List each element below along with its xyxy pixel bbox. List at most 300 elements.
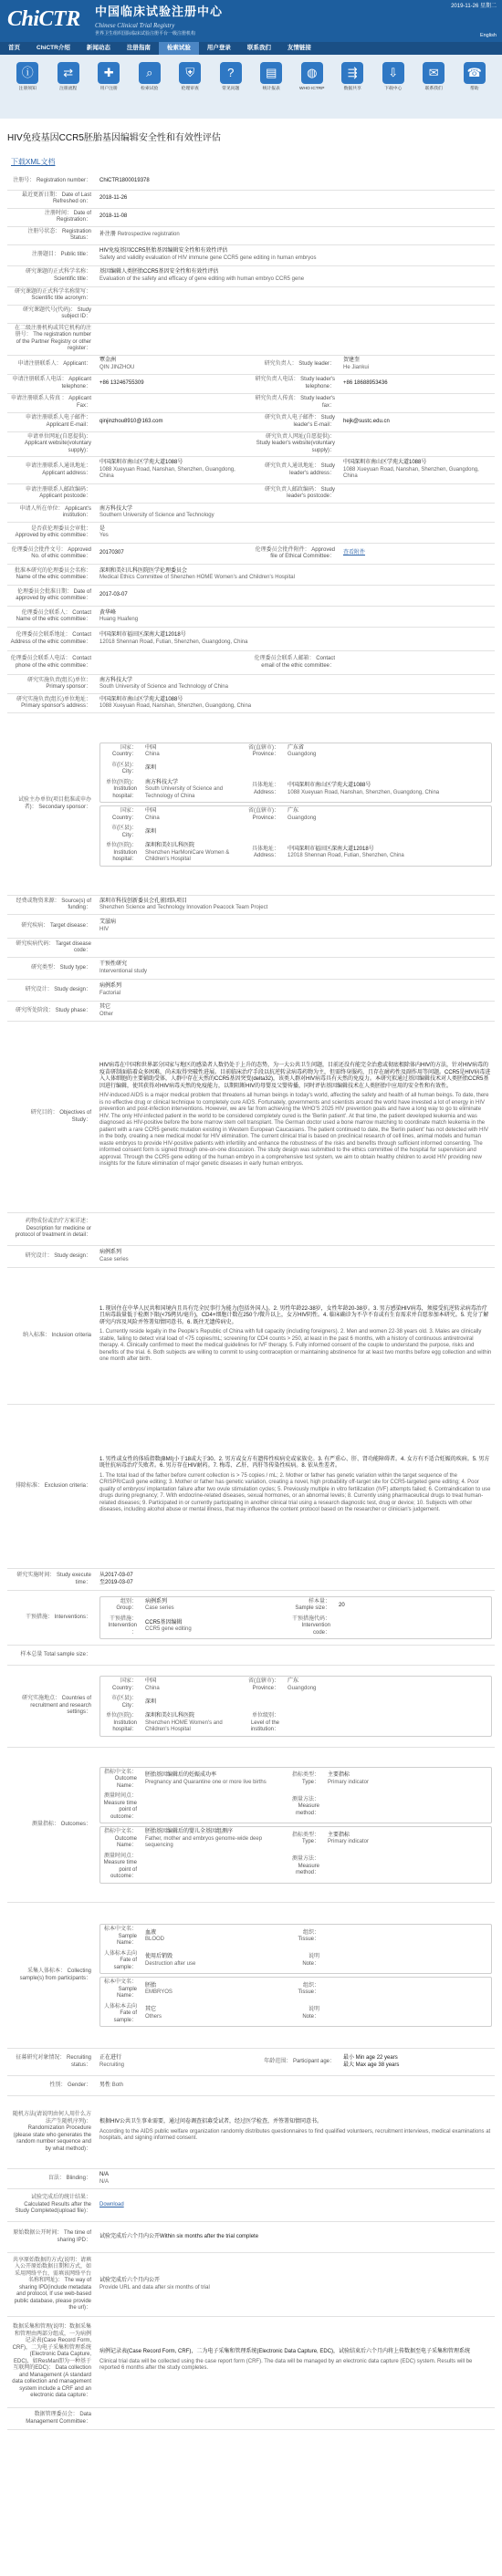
randomization-procedure <box>97 2096 495 2169</box>
outcome-time <box>142 1852 288 1883</box>
type-cn: 主要指标 <box>328 1772 350 1779</box>
sub-label: 人体标本去向 Fate of sample： <box>103 2003 137 2023</box>
quick-tool-label: 帮助 <box>469 87 479 91</box>
disease-cn: 艾滋病 <box>99 919 117 925</box>
quick-tool[interactable] <box>214 62 247 119</box>
page-title: HIV免疫基因CCR5胚胎基因编辑安全性和有效性评估 <box>7 133 221 143</box>
quick-tool[interactable] <box>458 62 491 119</box>
field-label: 在二级注册机构或其它机构的注册号： The registration number of the Partner Registry or other register： <box>7 323 97 355</box>
interventions <box>97 1591 495 1646</box>
field-label: 试验完成后的统计结果： Calculated Results after the Study Completed(upload file)： <box>7 2189 97 2222</box>
field-label: 批准本研究的伦理委员会名称： Name of the ethic committee： <box>7 565 97 586</box>
outcome-type <box>325 1827 491 1852</box>
download-xml-link[interactable]: 下载XML文档 <box>11 158 56 166</box>
chart-icon: ▤ <box>260 62 282 84</box>
sample-tissue <box>325 1925 491 1949</box>
sponsor-country <box>142 806 243 824</box>
sub-label: 指标中文名： Outcome Name： <box>103 1829 137 1848</box>
quick-tool[interactable] <box>255 62 288 119</box>
quick-tool-label: 伦理审查 <box>181 87 199 91</box>
field-label: 采集人体标本： Collecting sample(s) from participants： <box>7 1903 97 2049</box>
objectives-cn: HIV病毒在中国和世界部分国家与地区的感染者人数仍处于上升的态势，为一大公共卫生问题，目前还没有能完全治愈或彻底根除体内HIV的方法，针对HIV病毒的疫苗研制面临着众多困难，尚未取得突破性进展。目前临床治疗手段以抗逆转录病毒药物为主，但需终身服药，且存在耐药性及副作用等问题。CCR5是HIV病毒进入人体细胞的主要辅助受体，人群中存在天然的CCR5基因突变(delta32)，该类人群对HIV病毒具有天然的免疫力。本研究拟通过基因编辑技术对人类胚胎CCR5基因进行编辑，使其获得对HIV病毒天然的免疫能力，以期阻断HIV的母婴及父婴传播，同时评估基因编辑技术在人类胚胎中应用的安全性和有效性。 <box>99 1063 491 1089</box>
secondary-sponsor-block <box>99 805 492 867</box>
last-refreshed-date: 2018-11-26 <box>97 190 495 208</box>
nav-item[interactable]: 首页 <box>8 45 20 51</box>
nav-item[interactable]: 联系我们 <box>246 45 271 51</box>
specimen-subtable <box>100 1978 491 2026</box>
registration-table <box>7 172 495 2430</box>
blinding <box>97 2169 495 2189</box>
leader-address <box>340 457 495 484</box>
institution-en: Shenzhen HOME Women's and Children's Hospital <box>145 1719 223 1733</box>
sample-fate <box>142 2002 288 2027</box>
site-country <box>142 1677 243 1694</box>
field-label: 伦理委员会批件文号： Approved No. of ethic committee： <box>7 544 97 565</box>
download-results-link[interactable]: Download <box>99 2201 124 2207</box>
disease-en: HIV <box>99 926 110 932</box>
applicant-address <box>97 457 251 484</box>
field-label: 干预措施： Interventions： <box>7 1591 97 1646</box>
inclusion-en: 1. Currently reside legally in the People's Republic of China with full capacity (including foreigners). 2. Men and women 22-38 years old. 3. Males are clinically stable, failing to detect viral load of <75 copies/mL; screening for CD4 counts > 250, at least in the past 6 months, with a history of continuous antiretroviral therapy. 4. Clinically confirmed to meet the medical guidelines for IVF therapy. 5. Fully informed consent of the couple to understand the purpose, risks and benefits of the trial. 6. Both subjects are willing to commit to using contraception or maintaining abstinence for at least two months before egg collection and within one month after birth. <box>99 1329 492 1362</box>
measure-en: CCR5 gene editing <box>145 1626 192 1632</box>
field-label: 申请注册联系人邮政编码： Applicant postcode： <box>7 484 97 504</box>
applicant-address-en: 1088 Xueyuan Road, Nanshan, Shenzhen, Guangdong, China <box>99 466 235 480</box>
execute-from: 从2017-03-07 <box>99 1573 133 1578</box>
ethics-contact-phone <box>97 651 251 675</box>
sponsor-city <box>142 761 243 778</box>
field-label: 研究负责人电子邮件： Study leader's E-mail： <box>251 412 340 431</box>
leader-cn: 贺建奎 <box>343 358 361 363</box>
field-label: 申请注册联系人电话： Applicant telephone： <box>7 374 97 393</box>
quick-tool[interactable] <box>336 62 369 119</box>
field-label: 注册时间： Date of Registration： <box>7 208 97 226</box>
field-label: 样本总量 Total sample size： <box>7 1646 97 1666</box>
field-label: 研究实施地点： Countries of recruitment and research settings： <box>7 1666 97 1748</box>
sub-label: 人体标本去向 Fate of sample： <box>103 1950 137 1970</box>
sponsor-country <box>142 743 243 761</box>
committee-name-cn: 深圳和美妇儿科医院医学伦理委员会 <box>99 567 188 574</box>
quick-tool-label: 注册流程 <box>59 87 78 91</box>
specimens <box>97 1903 495 2049</box>
field-label: 研究实施负责(组长)单位地址： Primary sponsor's address： <box>7 694 97 713</box>
intervention-measure <box>142 1615 288 1639</box>
outcome-name-cn: 胚胎基因编辑后的婴儿全基因组测序 <box>145 1829 234 1834</box>
nav-item[interactable]: 检索试验 <box>159 42 199 55</box>
study-leader <box>340 355 495 374</box>
country-en: China <box>145 752 160 757</box>
sample-name-cn: 胚胎 <box>145 1982 157 1989</box>
outcome-name-en: Father, mother and embryos genome-wide deep sequencing <box>145 1835 263 1848</box>
field-label: 研究负责人： Study leader： <box>251 355 340 374</box>
field-label: 申请注册联系人： Applicant： <box>7 355 97 374</box>
sample-name <box>142 1978 288 2002</box>
field-label: 申请单位网址(自愿提供)： Applicant website(voluntary supply)： <box>7 431 97 457</box>
sponsor-address <box>285 841 491 866</box>
study-subject-id <box>97 305 495 323</box>
field-label: 申请注册联系人电子邮件： Applicant E-mail： <box>7 412 97 431</box>
language-switch[interactable]: English <box>479 33 497 38</box>
country-cn: 中国 <box>145 808 157 814</box>
primary-sponsor-address-cn: 中国深圳市南山区学苑大道1088号 <box>99 696 183 702</box>
group-en: Case series <box>145 1605 174 1612</box>
quick-tool[interactable] <box>417 62 450 119</box>
field-label: 研究负责人网址(自愿提供)： Study leader's website(voluntary supply)： <box>251 431 340 457</box>
field-label: 研究课题的正式科学名称： Scientific title： <box>7 265 97 286</box>
field-label: 研究负责人传真： Study leader's fax： <box>251 393 340 412</box>
sample-note <box>325 1949 491 1974</box>
recruiting-status <box>97 2049 251 2076</box>
calculated-results <box>97 2189 495 2222</box>
applicant-address-cn: 中国深圳市南山区学苑大道1088号 <box>99 460 183 466</box>
nav-item[interactable]: 新闻动态 <box>86 45 110 51</box>
public-title-cn: HIV免疫基因CCR5胚胎基因编辑安全性和有效性评估 <box>99 248 228 254</box>
outcome-method <box>325 1852 491 1883</box>
country-cn: 中国 <box>145 1678 157 1685</box>
quick-tool[interactable] <box>133 62 166 119</box>
inclusion-criteria <box>97 1268 495 1405</box>
quick-tool[interactable] <box>377 62 410 119</box>
applicant-name <box>97 355 251 374</box>
blinding-en: N/A <box>99 2178 110 2185</box>
recruitment-countries <box>97 1666 495 1748</box>
address-en: 12018 Shennan Road, Futian, Shenzhen, China <box>288 853 404 859</box>
approved-cn: 是 <box>99 525 106 532</box>
phase-en: Other <box>99 1011 114 1017</box>
info-icon: ⓘ <box>16 62 38 84</box>
sub-label: 国家： Country： <box>111 808 137 821</box>
main-nav <box>0 42 502 55</box>
design-en: Factorial <box>99 990 121 996</box>
question-icon: ? <box>220 62 242 84</box>
field-label: 数据管理委员会： Data Management Committee： <box>7 2408 97 2430</box>
sample-fate <box>142 1949 288 1974</box>
measure-cn: CCR5基因编辑 <box>145 1619 183 1626</box>
field-label: 盲法： Blinding： <box>7 2169 97 2189</box>
sub-label: 说明 Note： <box>302 2007 319 2020</box>
participant-age <box>340 2049 495 2076</box>
help-icon: ☎ <box>464 62 486 84</box>
sub-label: 国家： Country： <box>111 744 137 757</box>
field-label: 纳入标准： Inclusion criteria <box>7 1268 97 1405</box>
nav-item[interactable]: ChiCTR介绍 <box>37 45 70 51</box>
primary-sponsor <box>97 675 495 694</box>
sponsor-address <box>285 778 491 803</box>
field-label: 研究疾病： Target disease： <box>7 915 97 939</box>
design-en: Case series <box>99 1256 129 1262</box>
nav-item[interactable]: 注册指南 <box>126 45 151 51</box>
outcome-block <box>99 1767 492 1824</box>
sub-label: 组别： Group： <box>116 1598 137 1612</box>
funding-en: Shenzhen Science and Technology Innovation Peacock Team Project <box>99 905 268 910</box>
field-label: 排除标准： Exclusion criteria： <box>7 1405 97 1569</box>
primary-sponsor-en: South University of Science and Technology of China <box>99 684 228 690</box>
sub-label: 组织： Tissue： <box>298 1929 319 1943</box>
applicant-telephone: +86 13246755309 <box>97 374 251 393</box>
study-type-cn: 干预性研究 <box>99 961 128 967</box>
field-label: 伦理委员会批件附件： Approved file of Ethical Committee： <box>251 544 340 565</box>
sponsor-institution <box>142 778 243 803</box>
sponsor-subtable <box>100 806 491 866</box>
primary-sponsor-cn: 南方科技大学 <box>99 677 133 683</box>
sub-label: 市(区县)： City： <box>111 762 137 774</box>
field-label: 研究疾病代码： Target disease code： <box>7 939 97 958</box>
chictr-logo[interactable]: ChiCTR <box>7 7 80 31</box>
field-label: 研究设计： Study design： <box>7 980 97 1002</box>
specimen-block <box>99 1977 492 2027</box>
study-design-detail <box>97 1246 495 1268</box>
outcomes <box>97 1748 495 1903</box>
province-cn: 广东省 <box>288 744 305 751</box>
status-cn: 正在进行 <box>99 2055 122 2061</box>
globe-icon: ◍ <box>301 62 323 84</box>
age-max-label: 最大 Max age <box>343 2062 377 2068</box>
province-cn: 广东 <box>288 1678 299 1685</box>
field-label: 研究实施负责(组长)单位： Primary sponsor： <box>7 675 97 694</box>
sub-label: 样本量： Sample size： <box>295 1598 330 1612</box>
ethics-contact-email <box>340 651 495 675</box>
leader-email: hejk@sustc.edu.cn <box>340 412 495 431</box>
quick-tool-label: 数据共享 <box>343 87 361 91</box>
committee-name-en: Medical Ethics Committee of Shenzhen HOME Women's and Children's Hospital <box>99 575 295 580</box>
outcome-subtable <box>100 1768 491 1823</box>
shield-icon: ⛨ <box>179 62 201 84</box>
sub-label: 市(区县)： City： <box>111 826 137 838</box>
execute-to: 至2019-03-07 <box>99 1579 133 1585</box>
field-label: 数据采集和管理(说明：数据采集和管理由两部分组成，一为病例记录表(Case Record Form, CRF)，二为电子采集和管理系统(Electronic Data Capture, EDC)，如ResMan即为一种基于互联网的EDC)： Data collection and Management (A standard data collection and management system include a CRF and an electronic data capture： <box>7 2317 97 2408</box>
specimen-block <box>99 1924 492 1974</box>
field-label: 注册号状态： Registration Status： <box>7 226 97 244</box>
group-cn: 病例系列 <box>145 1598 168 1605</box>
age-unit: years <box>384 2055 398 2061</box>
site-institution <box>142 1711 243 1736</box>
sub-label: 测量时间点： Measure time point of outcome： <box>103 1793 137 1820</box>
institution-en: Shenzhen HarMoniCare Women & Children's Hospital <box>145 849 230 862</box>
quick-tool-label: 统计报表 <box>262 87 280 91</box>
contact-en: Huang Huafeng <box>99 617 139 622</box>
scientific-title <box>97 265 495 286</box>
sponsor-institution <box>142 841 243 866</box>
sample-name-cn: 血液 <box>145 1929 157 1936</box>
contact-cn: 黄华峰 <box>99 609 117 616</box>
quick-tool[interactable] <box>52 62 85 119</box>
leader-address-en: 1088 Xueyuan Road, Nanshan, Shenzhen, Guangdong, China <box>343 466 479 480</box>
registration-record <box>7 172 495 2430</box>
field-label: 药物成份或治疗方案详述： Description for medicine or protocol of treatment in detail： <box>7 1213 97 1246</box>
sub-label: 单位(医院)： Institution hospital： <box>106 779 137 799</box>
design-cn: 病例系列 <box>99 1250 122 1255</box>
sci-acronym <box>97 286 495 305</box>
status-en: Recruiting <box>99 2062 125 2068</box>
field-label: 研究所处阶段： Study phase： <box>7 1002 97 1022</box>
ipd-sharing-time: 试验完成后六个月内公开Within six months after the trial complete <box>97 2222 495 2253</box>
field-label: 研究课题代号(代码)： Study subject ID： <box>7 305 97 323</box>
outcome-type <box>325 1768 491 1792</box>
age-unit: years <box>385 2062 400 2068</box>
ethics-approval-date: 2017-03-07 <box>97 586 495 607</box>
sub-label: 测量时间点： Measure time point of outcome： <box>103 1853 137 1879</box>
field-label: 共享原始数据的方式(说明：请填入公开原始数据日期和方式，如采用网络平台，需填该网络平台名称和网址)： The way of sharing IPD(include metadata and protocol, If use web-based public database, please provide the url)： <box>7 2253 97 2317</box>
field-label: 年龄范围： Participant age： <box>251 2049 340 2076</box>
gender-en: Both <box>111 2082 124 2088</box>
fate-cn: 其它 <box>145 2007 157 2013</box>
flow-icon: ⇄ <box>58 62 79 84</box>
total-sample-size <box>97 1646 495 1666</box>
type-cn: 主要指标 <box>328 1832 350 1838</box>
type-en: Primary indicator <box>328 1779 370 1785</box>
sponsor-city <box>142 824 243 841</box>
sample-name-en: EMBRYOS <box>145 1989 173 1996</box>
age-min: 22 <box>376 2055 383 2061</box>
leader-fax <box>340 393 495 412</box>
sub-label: 省(直辖市)： Province： <box>248 744 279 757</box>
registration-number: ChiCTR1800019378 <box>97 172 495 190</box>
quick-tools-bar <box>0 55 502 119</box>
ethics-approved <box>97 523 495 544</box>
sub-label: 单位(医院)： Institution hospital： <box>106 843 137 862</box>
fate-cn: 使用后销毁 <box>145 1954 173 1960</box>
study-type <box>97 958 495 980</box>
type-en: Primary indicator <box>328 1839 370 1845</box>
sub-label: 标本中文名： Sample Name： <box>103 1927 137 1946</box>
phase-cn: 其它 <box>99 1004 111 1010</box>
province-en: Guangdong <box>288 815 317 821</box>
specimen-subtable <box>100 1925 491 1973</box>
design-cn: 病例系列 <box>99 983 122 989</box>
outcome-block <box>99 1826 492 1884</box>
outcome-name-cn: 胚胎基因编辑后的妊娠成功率 <box>145 1772 217 1779</box>
exclusion-en: 1. The total load of the father before current collection is > 75 copies / mL; 2. Mother or father has genetic variation within the target sequence of the CRISPR/Cas9 gene editing; 3. Mother or father has genetic variation, creating a novel, high probability off-target site for CCR5-targeted gene editing; 4. Poor quality of embryos/ implantation failure after two ovule stimulation cycles; 5. Previously multiple in vitro fertilization (IVF) attempts failed; 6. Contraindication to use drugs during pregnancy; 7. With endocrine-related diseases, sexual hormones, or an abnormal levels; 8. Currently using pharmaceutical drugs to treat human-related diseases; 9. Participated in or currently participating in another clinical trial using a research diagnostic test, drug or device; 10. Subjects with other diseases, including alcohol abuse or mental illness, that may influence the content protocol based on the researcher or clinician's judgement. <box>99 1472 491 1512</box>
gender-cn: 男性 <box>99 2082 111 2088</box>
city-cn: 深圳 <box>145 765 157 772</box>
applicant-postcode <box>97 484 251 504</box>
ipd-way-en: Provide URL and data after six months of trial <box>99 2284 210 2290</box>
field-label: 伦理委员会联系人： Contact Name of the ethic committee： <box>7 607 97 628</box>
quick-tool-label: 下载中心 <box>384 87 403 91</box>
field-label: 伦理委员会联系地址： Contact Address of the ethic committee： <box>7 628 97 651</box>
study-phase <box>97 1002 495 1022</box>
status-en: Retrospective registration <box>117 232 180 238</box>
site-subtitle: 世界卫生组织国际临床试验注册平台一级注册机构 <box>95 31 196 36</box>
ethics-committee-name <box>97 565 495 586</box>
study-type-en: Interventional study <box>99 968 148 974</box>
site-city: 深圳 <box>145 1699 157 1705</box>
leader-website <box>340 431 495 457</box>
field-label: 试验主办单位(项目批准或申办者)： Secondary sponsor： <box>7 713 97 896</box>
outcome-name-en: Pregnancy and Quarantine one or more live births <box>145 1779 267 1785</box>
institution-en: Southern University of Science and Technology <box>99 513 214 518</box>
quick-tool[interactable] <box>92 62 125 119</box>
ethics-contact-name <box>97 607 495 628</box>
field-label: 研究负责人邮政编码： Study leader's postcode： <box>251 484 340 504</box>
share-icon: ⇶ <box>341 62 363 84</box>
institution-en: South University of Science and Technology of China <box>145 786 224 799</box>
field-label: 注册题目： Public title： <box>7 244 97 265</box>
cdmm-en: Clinical trial data will be collected using the case report form (CRF). The data will be managed by an electronic data capture (EDC) system. Results will be reported 6 months after the study completes. <box>99 2358 473 2372</box>
intervention-group <box>142 1597 288 1615</box>
sub-label: 市(区县)： City： <box>111 1696 137 1709</box>
field-label: 征募研究对象情况： Recruiting status： <box>7 2049 97 2076</box>
field-label: 研究类型： Study type： <box>7 958 97 980</box>
registration-status <box>97 226 495 244</box>
sub-label: 干预措施： Intervention： <box>108 1615 137 1636</box>
applicant-email: qinjinzhou8910@163.com <box>97 412 251 431</box>
sub-label: 单位级别： Level of the institution： <box>250 1713 279 1733</box>
field-label: 经费或物资来源： Source(s) of funding： <box>7 896 97 915</box>
sponsor-province <box>285 743 491 761</box>
leader-postcode <box>340 484 495 504</box>
ipd-way-cn: 试验完成后六个月内公开 <box>99 2278 161 2283</box>
site-title-cn: 中国临床试验注册中心 <box>95 5 224 19</box>
country-cn: 中国 <box>145 744 157 751</box>
exclusion-criteria <box>97 1405 495 1569</box>
sponsor-province <box>285 806 491 824</box>
registration-date: 2018-11-08 <box>97 208 495 226</box>
status-cn: 补注册 <box>99 232 117 238</box>
fate-en: Others <box>145 2013 162 2020</box>
view-attachment-link[interactable]: 查看附件 <box>343 550 366 556</box>
intervention-code <box>336 1615 491 1639</box>
header-date: 2019-11-26 星期二 <box>451 4 497 9</box>
quick-tool[interactable] <box>173 62 206 119</box>
nav-item[interactable]: 用户登录 <box>206 45 231 51</box>
target-disease <box>97 915 495 939</box>
site-subtable <box>100 1677 491 1736</box>
sponsor-subtable <box>100 743 491 803</box>
province-en: Guangdong <box>288 1685 317 1691</box>
sub-label: 指标中文名： Outcome Name： <box>103 1769 137 1789</box>
quick-tool[interactable] <box>11 62 44 119</box>
address-cn: 中国深圳市福田区深南大道12018号 <box>288 846 374 852</box>
country-en: China <box>145 1685 160 1691</box>
nav-item[interactable]: 友情链接 <box>287 45 311 51</box>
ethics-approval-number: 20170307 <box>97 544 251 565</box>
data-management <box>97 2317 495 2408</box>
user-add-icon: ✚ <box>98 62 120 84</box>
primary-sponsor-address-en: 1088 Xueyuan Road, Nanshan, Shenzhen, Guangdong, China <box>99 703 252 709</box>
approved-en: Yes <box>99 533 109 538</box>
sci-title-en: Evaluation of the safety and efficacy of gene editing with human embryo CCR5 gene <box>99 275 305 282</box>
quick-tool[interactable] <box>296 62 329 119</box>
secondary-sponsor-block <box>99 743 492 804</box>
outcome-method <box>325 1792 491 1823</box>
institution-cn: 深圳和美妇儿科医院 <box>145 1713 195 1719</box>
intervention-subtable <box>100 1597 491 1639</box>
field-label: 研究设计： Study design： <box>7 1246 97 1268</box>
field-label: 研究目的： Objectives of Study： <box>7 1022 97 1213</box>
applicant-en: QIN JINZHOU <box>99 364 135 370</box>
field-label: 申请注册联系人通讯地址： Applicant address： <box>7 457 97 484</box>
public-title <box>97 244 495 265</box>
field-label: 研究实施时间： Study execute time： <box>7 1569 97 1591</box>
sub-label: 指标类型： Type： <box>291 1772 319 1785</box>
sub-label: 具体地址： Address： <box>251 846 279 859</box>
field-label: 最近更新日期： Date of Last Refreshed on： <box>7 190 97 208</box>
quick-tool-label: 联系我们 <box>424 87 443 91</box>
cdmm-cn: 病例记录表(Case Record Form, CRF)，二为电子采集和管理系统(Electronic Data Capture, EDC)，试验结束后六个月内将上传数据至电子采集和管理系统 <box>99 2349 471 2355</box>
mail-icon: ✉ <box>423 62 444 84</box>
institution-cn: 南方科技大学 <box>99 505 133 512</box>
intervention-block <box>99 1596 492 1640</box>
sub-label: 省(直辖市)： Province： <box>248 808 279 821</box>
province-en: Guangdong <box>288 752 317 757</box>
site-title-en: Chinese Clinical Trial Registry <box>95 22 175 29</box>
applicant-cn: 覃金洲 <box>99 358 117 363</box>
blinding-cn: N/A <box>99 2172 110 2177</box>
sci-title-cn: 基因编辑人类胚胎CCR5基因安全性和有效性评估 <box>99 269 219 275</box>
download-icon: ⇩ <box>382 62 404 84</box>
leader-telephone: +86 18688953436 <box>340 374 495 393</box>
quick-tool-label: 注册须知 <box>18 87 37 91</box>
